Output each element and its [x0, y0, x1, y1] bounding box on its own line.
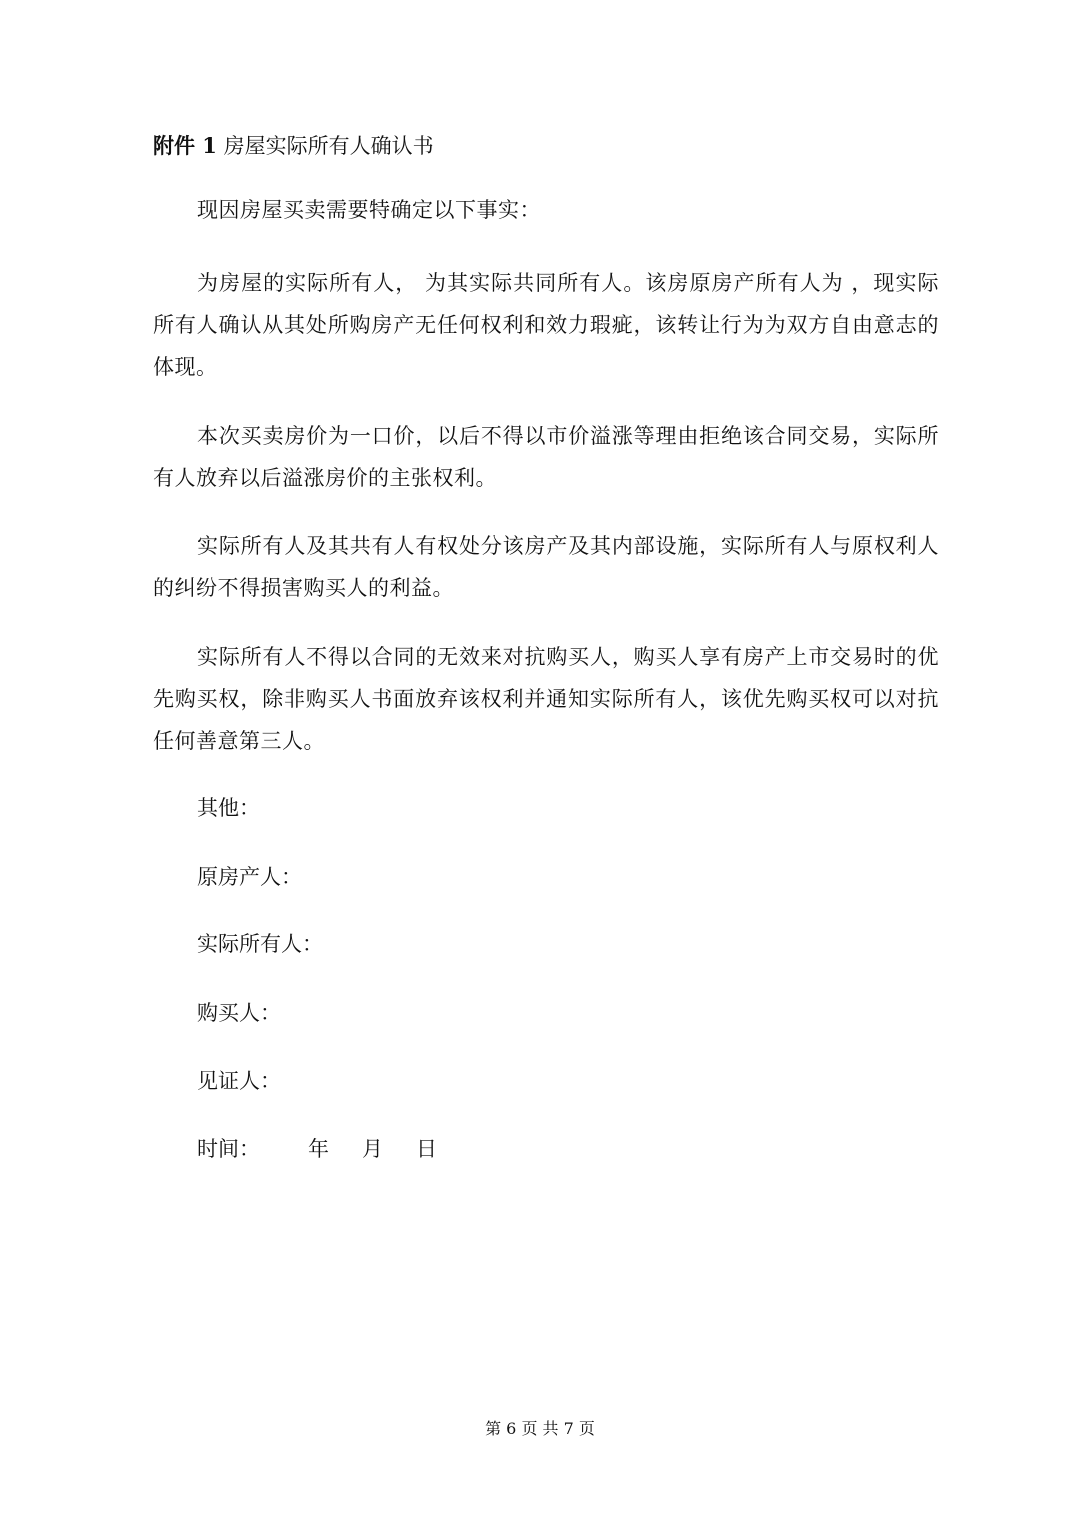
- price-paragraph: 本次买卖房价为一口价，以后不得以市价溢涨等理由拒绝该合同交易，实际所有人放弃以后溢涨房价的主张权利。: [153, 424, 939, 490]
- original-owner-field: 原房产人：: [197, 865, 302, 889]
- other-field: 其他：: [197, 796, 260, 820]
- date-month: 月: [362, 1137, 383, 1161]
- ownership-paragraph: 为房屋的实际所有人， 为其实际共同所有人。该房原房产所有人为 ，现实际所有人确认从其处所购房产无任何权利和效力瑕疵，该转让行为为双方自由意志的体现。: [153, 271, 939, 379]
- document-heading: [153, 128, 434, 164]
- date-day: 日: [416, 1137, 437, 1161]
- date-line: [197, 1131, 437, 1167]
- attachment-label: 附件 1: [153, 133, 217, 158]
- witness-field: 见证人：: [197, 1069, 281, 1093]
- actual-owner-field: 实际所有人：: [197, 932, 323, 956]
- buyer-field: 购买人：: [197, 1001, 281, 1025]
- document-title: 房屋实际所有人确认书: [223, 134, 434, 158]
- date-year: 年: [308, 1137, 329, 1161]
- preemption-paragraph: 实际所有人不得以合同的无效来对抗购买人，购买人享有房产上市交易时的优先购买权，除非购买人书面放弃该权利并通知实际所有人，该优先购买权可以对抗任何善意第三人。: [153, 645, 939, 753]
- page-number-footer: 第 6 页 共 7 页: [485, 1419, 595, 1438]
- disposal-paragraph: 实际所有人及其共有人有权处分该房产及其内部设施，实际所有人与原权利人的纠纷不得损害购买人的利益。: [153, 534, 939, 600]
- date-label: 时间：: [197, 1137, 260, 1161]
- intro-paragraph: 现因房屋买卖需要特确定以下事实：: [197, 198, 541, 222]
